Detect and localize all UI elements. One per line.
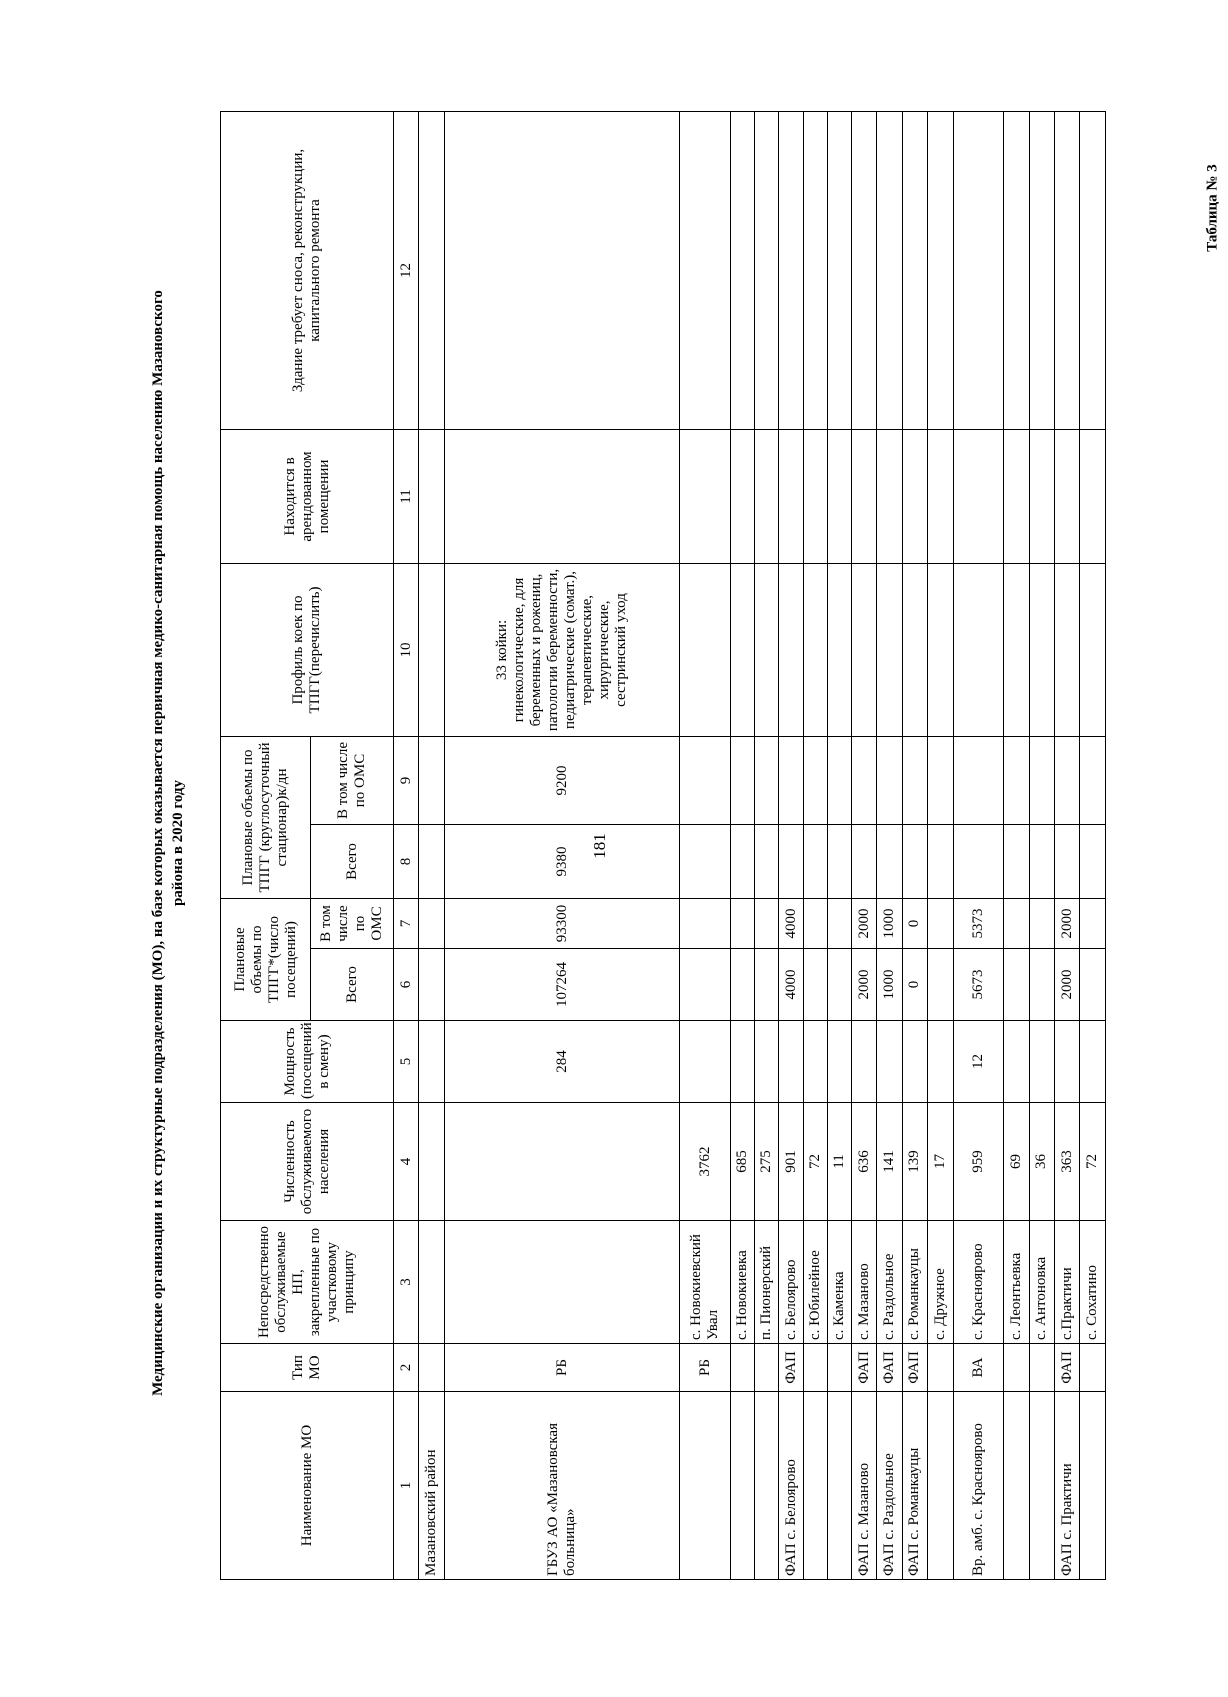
hospital-capacity: 284 bbox=[444, 1021, 679, 1103]
row-settlement: с. Юбилейное bbox=[803, 1221, 827, 1344]
row-population: 275 bbox=[755, 1103, 779, 1221]
facility-name: ФАП с. Мазаново bbox=[852, 1392, 877, 1580]
visits-oms: 1000 bbox=[877, 898, 902, 948]
table-row bbox=[953, 111, 1004, 1579]
table-row bbox=[680, 111, 731, 1579]
visits-oms: 2000 bbox=[1055, 898, 1080, 948]
row-settlement: с. Романкауцы bbox=[902, 1221, 927, 1344]
hospital-beds-total: 9380 bbox=[444, 824, 679, 898]
district-row bbox=[419, 111, 444, 1579]
table-row bbox=[902, 111, 927, 1579]
facility-name: ФАП с. Романкауцы bbox=[902, 1392, 927, 1580]
document-title bbox=[148, 118, 208, 1568]
hospital-type: РБ bbox=[444, 1344, 679, 1392]
header-beds-oms: В том числе по ОМС bbox=[311, 736, 394, 824]
facility-type: ВА bbox=[953, 1344, 1004, 1392]
visits-oms: 0 bbox=[902, 898, 927, 948]
visits-total: 0 bbox=[902, 949, 927, 1021]
table-row bbox=[928, 111, 953, 1579]
col-number: 1 bbox=[394, 1392, 419, 1580]
col-number: 7 bbox=[394, 898, 419, 948]
facilities-table bbox=[220, 111, 1106, 1580]
row-population: 69 bbox=[1004, 1103, 1029, 1221]
header-capacity: Мощность (посещений в смену) bbox=[221, 1021, 394, 1103]
row-population: 72 bbox=[1080, 1103, 1106, 1221]
facility-type: ФАП bbox=[1055, 1344, 1080, 1392]
visits-oms: 4000 bbox=[779, 898, 803, 948]
row-settlement: с. Раздольное bbox=[877, 1221, 902, 1344]
row-settlement: п. Пионерский bbox=[755, 1221, 779, 1344]
table-wrapper bbox=[220, 112, 1106, 1580]
facility-name: Вр. амб. с. Красноярово bbox=[953, 1392, 1004, 1580]
header-settlements: Непосредственно обслуживаемые НП, закрепленные по участковому принципу bbox=[221, 1221, 394, 1344]
table-row bbox=[877, 111, 902, 1579]
facility-name: ФАП с. Раздольное bbox=[877, 1392, 902, 1580]
row-population: 11 bbox=[827, 1103, 851, 1221]
title-line-1: Медицинские организации и их структурные подразделения (МО), на базе которых оказывается первичная медико-санитарная помощь населению Мазановского bbox=[150, 290, 166, 1396]
title-line-2: района в 2020 году bbox=[170, 779, 186, 907]
col-number: 6 bbox=[394, 949, 419, 1021]
visits-total: 1000 bbox=[877, 949, 902, 1021]
visits-oms: 5373 bbox=[953, 898, 1004, 948]
col-number: 3 bbox=[394, 1221, 419, 1344]
row-type: РБ bbox=[680, 1344, 731, 1392]
header-rented: Находится в арендованном помещении bbox=[221, 429, 394, 563]
row-population: 141 bbox=[877, 1103, 902, 1221]
row-population: 3762 bbox=[680, 1103, 731, 1221]
hospital-visits-oms: 93300 bbox=[444, 898, 679, 948]
header-visits: Плановые объемы по ТПГГ*(число посещений) bbox=[221, 898, 311, 1020]
table-row bbox=[755, 111, 779, 1579]
row-population: 685 bbox=[730, 1103, 754, 1221]
row-settlement: с. Леонтьевка bbox=[1004, 1221, 1029, 1344]
facility-type: ФАП bbox=[779, 1344, 803, 1392]
row-population: 72 bbox=[803, 1103, 827, 1221]
hospital-visits-total: 107264 bbox=[444, 949, 679, 1021]
col-number: 12 bbox=[394, 111, 419, 429]
hospital-name: ГБУЗ АО «Мазановская больница» bbox=[444, 1392, 679, 1580]
table-row bbox=[1055, 111, 1080, 1579]
col-number: 8 bbox=[394, 824, 419, 898]
facility-name: ФАП с. Белоярово bbox=[779, 1392, 803, 1580]
row-population: 36 bbox=[1029, 1103, 1054, 1221]
facility-type: ФАП bbox=[877, 1344, 902, 1392]
facility-type: ФАП bbox=[902, 1344, 927, 1392]
row-settlement: с. Мазаново bbox=[852, 1221, 877, 1344]
row-population: 17 bbox=[928, 1103, 953, 1221]
visits-total: 5673 bbox=[953, 949, 1004, 1021]
row-population: 959 bbox=[953, 1103, 1004, 1221]
hospital-beds-oms: 9200 bbox=[444, 736, 679, 824]
table-row bbox=[730, 111, 754, 1579]
row-settlement: с. Каменка bbox=[827, 1221, 851, 1344]
header-type: Тип МО bbox=[221, 1344, 394, 1392]
district-name: Мазановский район bbox=[419, 1392, 444, 1580]
header-repair: Здание требует сноса, реконструкции, капитального ремонта bbox=[221, 111, 394, 429]
hospital-beds-profile: 33 койки: гинекологические, для беременных и рожениц, патологии беременности, педиатрические (сомат.), терапевтические, хирургические, сестринский уход bbox=[444, 563, 679, 736]
table-row bbox=[779, 111, 803, 1579]
page-number: 181 bbox=[590, 833, 609, 859]
row-settlement: с.Практичи bbox=[1055, 1221, 1080, 1344]
visits-oms: 2000 bbox=[852, 898, 877, 948]
column-numbers-row bbox=[394, 111, 419, 1579]
header-name: Наименование МО bbox=[221, 1392, 394, 1580]
row-settlement: с. Сохатино bbox=[1080, 1221, 1106, 1344]
col-number: 4 bbox=[394, 1103, 419, 1221]
row-settlement: с. Новокиевка bbox=[730, 1221, 754, 1344]
facility-capacity: 12 bbox=[953, 1021, 1004, 1103]
table-row bbox=[1004, 111, 1029, 1579]
row-settlement: с. Новокиевский Увал bbox=[680, 1221, 731, 1344]
row-settlement: с. Дружное bbox=[928, 1221, 953, 1344]
header-visits-total: Всего bbox=[311, 949, 394, 1021]
visits-total: 2000 bbox=[852, 949, 877, 1021]
row-settlement: с. Антоновка bbox=[1029, 1221, 1054, 1344]
col-number: 11 bbox=[394, 429, 419, 563]
header-population: Численность обслуживаемого населения bbox=[221, 1103, 394, 1221]
header-beds-total: Всего bbox=[311, 824, 394, 898]
table-row bbox=[852, 111, 877, 1579]
header-beds: Плановые объемы по ТПГГ (круглосуточный стационар)к/дн bbox=[221, 736, 311, 898]
row-population: 139 bbox=[902, 1103, 927, 1221]
row-settlement: с. Белоярово bbox=[779, 1221, 803, 1344]
header-visits-oms: В том числе по ОМС bbox=[311, 898, 394, 948]
table-label: Таблица № 3 bbox=[1204, 164, 1221, 252]
row-population: 901 bbox=[779, 1103, 803, 1221]
row-population: 636 bbox=[852, 1103, 877, 1221]
visits-total: 2000 bbox=[1055, 949, 1080, 1021]
table-row bbox=[803, 111, 827, 1579]
header-bed-profile: Профиль коек по ТПГГ(перечислить) bbox=[221, 563, 394, 736]
table-row bbox=[1080, 111, 1106, 1579]
table-row bbox=[1029, 111, 1054, 1579]
col-number: 9 bbox=[394, 736, 419, 824]
col-number: 2 bbox=[394, 1344, 419, 1392]
facility-name: ФАП с. Практичи bbox=[1055, 1392, 1080, 1580]
visits-total: 4000 bbox=[779, 949, 803, 1021]
table-row bbox=[827, 111, 851, 1579]
col-number: 10 bbox=[394, 563, 419, 736]
facility-type: ФАП bbox=[852, 1344, 877, 1392]
hospital-row bbox=[444, 111, 679, 1579]
row-settlement: с. Красноярово bbox=[953, 1221, 1004, 1344]
row-population: 363 bbox=[1055, 1103, 1080, 1221]
col-number: 5 bbox=[394, 1021, 419, 1103]
